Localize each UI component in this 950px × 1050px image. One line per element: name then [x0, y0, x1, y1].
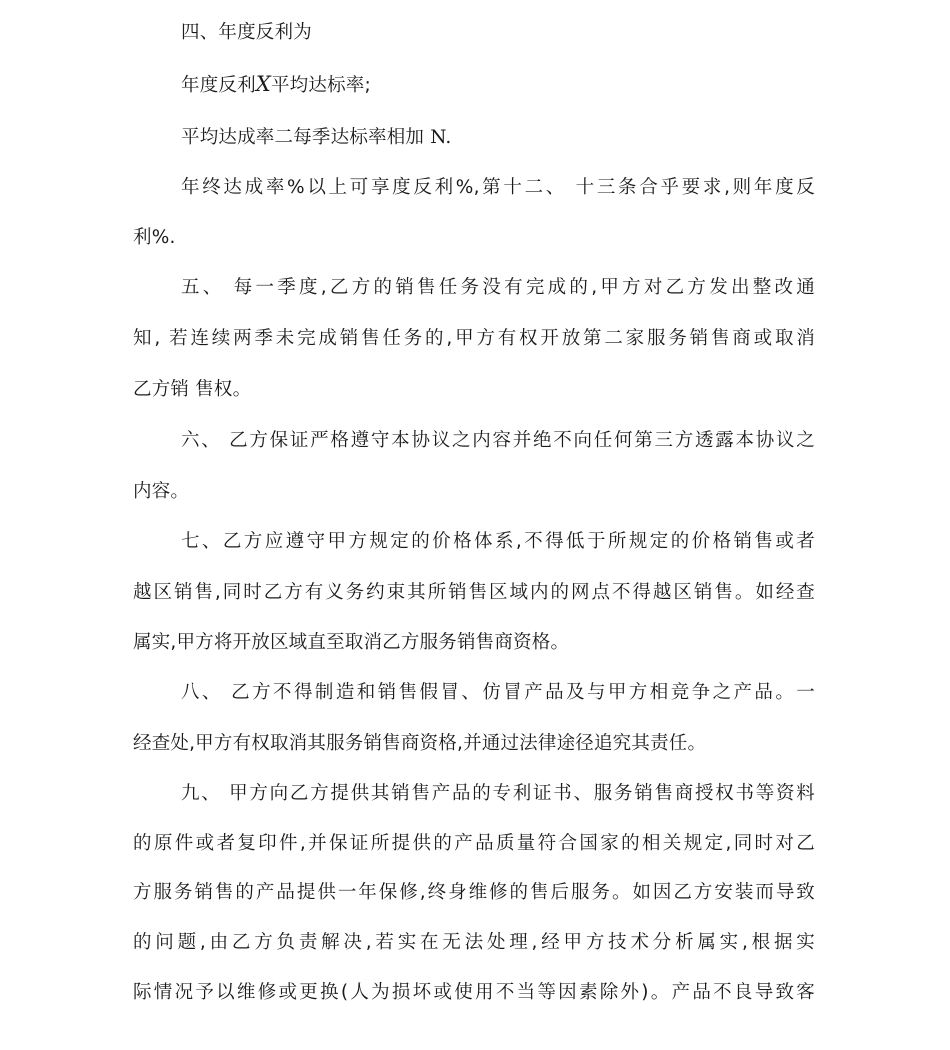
clause-4-heading [181, 20, 312, 46]
formula-annual-rebate-tail: 平均达标率; [270, 75, 371, 96]
equals-symbol: 二 [274, 127, 294, 148]
clause-4-heading-text: 四、年度反利为 [181, 22, 312, 43]
formula-annual-rebate [181, 71, 371, 99]
clause-9-line-1: 九、 甲方向乙方提供其销售产品的专利证书、服务销售商授权书等资料 [181, 783, 815, 804]
clause-5-line-1: 五、 每一季度,乙方的销售任务没有完成的,甲方对乙方发出整改通 [181, 277, 815, 298]
formula-average-rate-middle: 每季达标率相加 [293, 127, 425, 148]
formula-average-rate-label: 平均达成率 [181, 127, 275, 148]
clause-8-line-2: 经查处,甲方有权取消其服务销售商资格,并通过法律途径追究其责任。 [133, 733, 707, 754]
clause-8-line-1: 八、 乙方不得制造和销售假冒、仿冒产品及与甲方相竞争之产品。一 [181, 682, 815, 703]
clause-9-line-3: 方服务销售的产品提供一年保修,终身维修的售后服务。如因乙方安装而导致 [133, 882, 815, 903]
clause-6-line-2: 内容。 [133, 481, 190, 502]
multiply-symbol: X [255, 72, 271, 96]
clause-7-line-2: 越区销售,同时乙方有义务约束其所销售区域内的网点不得越区销售。如经查 [133, 582, 815, 603]
formula-annual-rebate-label: 年度反利 [181, 75, 256, 96]
formula-average-rate-n: N. [430, 127, 452, 148]
clause-9-line-2: 的原件或者复印件,并保证所提供的产品质量符合国家的相关规定,同时对乙 [133, 833, 815, 854]
clause-9-line-4: 的问题,由乙方负责解决,若实在无法处理,经甲方技术分析属实,根据实 [133, 932, 815, 953]
clause-7-line-3: 属实,甲方将开放区域直至取消乙方服务销售商资格。 [133, 632, 570, 653]
formula-average-rate [181, 125, 452, 151]
clause-7-line-1: 七、乙方应遵守甲方规定的价格体系,不得低于所规定的价格销售或者 [181, 531, 815, 552]
clause-9-line-5: 际情况予以维修或更换(人为损坏或使用不当等因素除外)。产品不良导致客 [133, 982, 815, 1003]
clause-5-line-2: 知, 若连续两季未完成销售任务的,甲方有权开放第二家服务销售商或取消 [133, 328, 815, 349]
year-end-rebate-line-1: 年终达成率%以上可享度反利%,第十二、 十三条合乎要求,则年度反 [181, 177, 815, 198]
clause-5-line-3: 乙方销 售权。 [133, 379, 252, 400]
year-end-rebate-line-2: 利%. [133, 227, 176, 248]
clause-6-line-1: 六、 乙方保证严格遵守本协议之内容并绝不向任何第三方透露本协议之 [181, 430, 815, 451]
